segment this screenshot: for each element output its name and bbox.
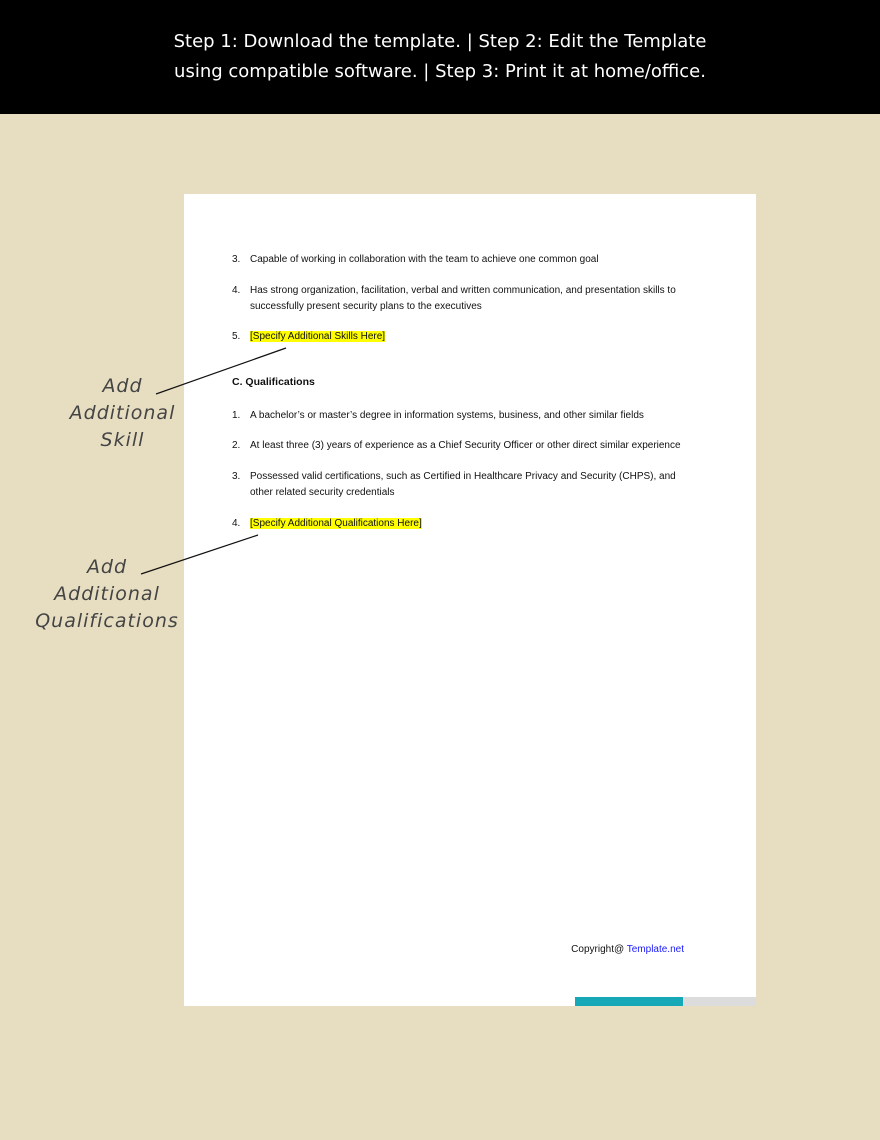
callout-line: Additional bbox=[54, 583, 160, 605]
list-text: Has strong organization, facilitation, verbal and written communication, and presentation skills to successfully present security plans to the executives bbox=[250, 285, 676, 312]
copyright-label: Copyright@ bbox=[571, 944, 625, 955]
callout-add-skill bbox=[50, 373, 195, 454]
callout-add-qualifications bbox=[22, 554, 192, 635]
list-text: A bachelor’s or master’s degree in information systems, business, and other similar fields bbox=[250, 410, 644, 421]
list-number: 1. bbox=[232, 410, 241, 421]
callout-line: Add bbox=[86, 556, 128, 578]
banner-line-2: using compatible software. | Step 3: Print it at home/office. bbox=[174, 61, 706, 82]
template-net-link[interactable]: Template.net bbox=[626, 944, 684, 955]
list-number: 5. bbox=[232, 331, 241, 342]
placeholder-additional-skills[interactable]: [Specify Additional Skills Here] bbox=[250, 331, 386, 342]
list-number: 4. bbox=[232, 285, 241, 296]
list-text: Capable of working in collaboration with the team to achieve one common goal bbox=[250, 254, 599, 265]
list-number: 3. bbox=[232, 471, 241, 482]
callout-line: Add bbox=[102, 375, 143, 397]
banner-line-1: Step 1: Download the template. | Step 2: Edit the Template bbox=[173, 31, 707, 52]
list-number: 3. bbox=[232, 254, 241, 265]
callout-line: Additional bbox=[69, 402, 176, 424]
list-text: Possessed valid certifications, such as Certified in Healthcare Privacy and Security (CHPS), and other related security credentials bbox=[250, 471, 676, 498]
list-number: 4. bbox=[232, 518, 241, 529]
list-text: At least three (3) years of experience as a Chief Security Officer or other direct similar experience bbox=[250, 440, 681, 451]
placeholder-additional-qualifications[interactable]: [Specify Additional Qualifications Here] bbox=[250, 518, 422, 529]
list-number: 2. bbox=[232, 440, 241, 451]
qualifications-heading: C. Qualifications bbox=[232, 376, 315, 388]
callout-line: Qualifications bbox=[35, 610, 179, 632]
callout-line: Skill bbox=[100, 429, 145, 451]
